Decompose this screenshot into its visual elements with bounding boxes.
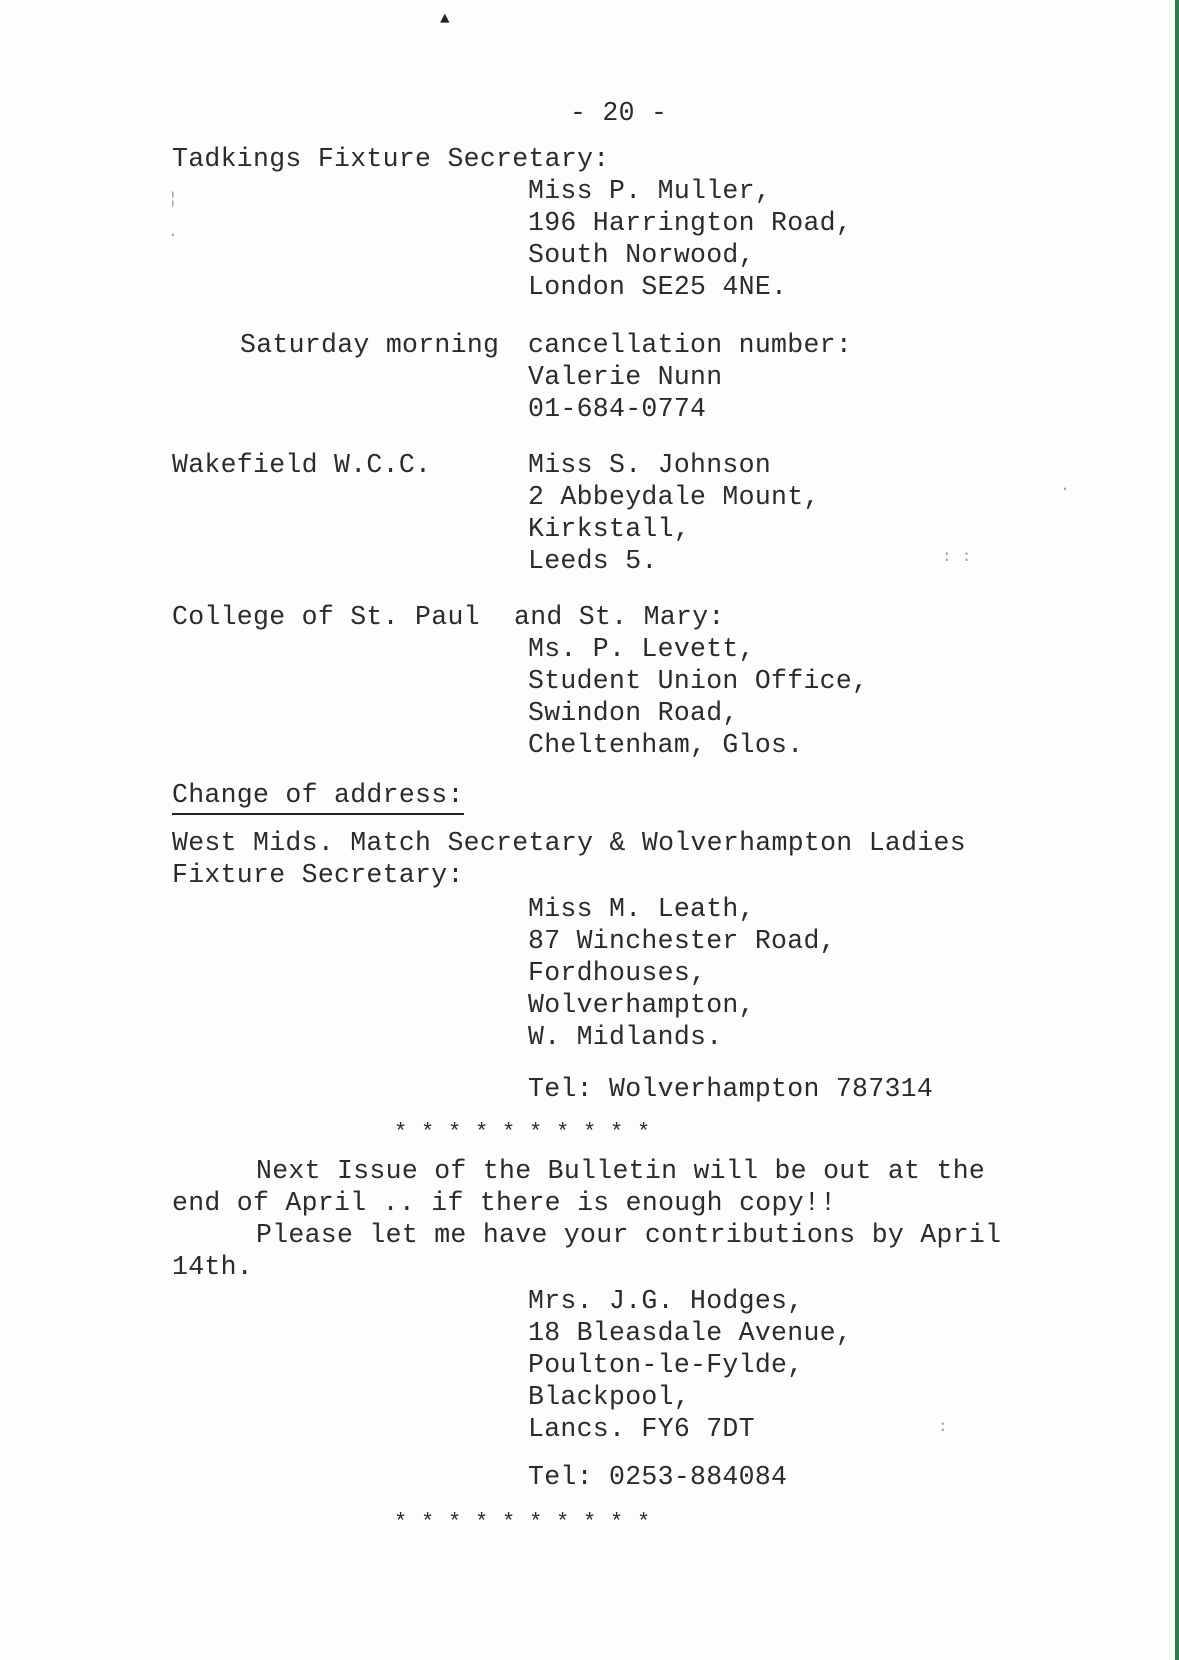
wakefield-address-line: Kirkstall, xyxy=(528,514,691,544)
notice-line: Please let me have your contributions by April xyxy=(256,1220,1002,1250)
tadkings-address-line: 196 Harrington Road, xyxy=(528,208,853,238)
tadkings-heading: Tadkings Fixture Secretary: xyxy=(172,144,610,174)
scan-speck: · xyxy=(1060,480,1070,498)
college-address-line: Ms. P. Levett, xyxy=(528,634,755,664)
college-address-line: Student Union Office, xyxy=(528,666,869,696)
separator-stars: * * * * * * * * * * xyxy=(394,1510,651,1535)
wakefield-address-line: Miss S. Johnson xyxy=(528,450,772,480)
college-address-line: Cheltenham, Glos. xyxy=(528,730,804,760)
college-heading-left: College of St. Paul xyxy=(172,602,480,632)
change-address-line: Fordhouses, xyxy=(528,958,707,988)
page-number: - 20 - xyxy=(570,98,668,128)
wakefield-address-line: Leeds 5. xyxy=(528,546,658,576)
wakefield-address-line: 2 Abbeydale Mount, xyxy=(528,482,820,512)
change-role-line: Fixture Secretary: xyxy=(172,860,464,890)
notice-line: Next Issue of the Bulletin will be out at the xyxy=(256,1156,986,1186)
change-address-line: Miss M. Leath, xyxy=(528,894,755,924)
editor-telephone: Tel: 0253-884084 xyxy=(528,1462,788,1492)
college-heading-right: and St. Mary: xyxy=(514,602,725,632)
scan-speck: · xyxy=(168,226,178,244)
scan-speck: : : xyxy=(942,548,972,566)
editor-address-line: Mrs. J.G. Hodges, xyxy=(528,1286,804,1316)
change-address-line: W. Midlands. xyxy=(528,1022,723,1052)
editor-address-line: Lancs. FY6 7DT xyxy=(528,1414,755,1444)
editor-address-line: Poulton-le-Fylde, xyxy=(528,1350,804,1380)
saturday-label: Saturday morning xyxy=(240,330,500,360)
tadkings-address-line: London SE25 4NE. xyxy=(528,272,788,302)
page-edge-shadow xyxy=(1175,0,1179,1660)
wakefield-label: Wakefield W.C.C. xyxy=(172,450,432,480)
scan-speck: : xyxy=(938,1418,948,1436)
scan-speck: ¦ xyxy=(168,190,178,208)
editor-address-line: 18 Bleasdale Avenue, xyxy=(528,1318,853,1348)
saturday-contact-name: Valerie Nunn xyxy=(528,362,723,392)
saturday-heading: cancellation number: xyxy=(528,330,853,360)
change-address-line: 87 Winchester Road, xyxy=(528,926,836,956)
change-role-line: West Mids. Match Secretary & Wolverhampton Ladies xyxy=(172,828,966,858)
college-address-line: Swindon Road, xyxy=(528,698,739,728)
editor-address-line: Blackpool, xyxy=(528,1382,691,1412)
notice-line: 14th. xyxy=(172,1252,254,1282)
scan-mark: ▲ xyxy=(440,10,450,28)
saturday-phone: 01-684-0774 xyxy=(528,394,707,424)
tadkings-address-line: Miss P. Muller, xyxy=(528,176,772,206)
notice-line: end of April .. if there is enough copy!! xyxy=(172,1188,837,1218)
separator-stars: * * * * * * * * * * xyxy=(394,1120,651,1145)
change-of-address-heading: Change of address: xyxy=(172,782,464,815)
tadkings-address-line: South Norwood, xyxy=(528,240,755,270)
change-address-line: Wolverhampton, xyxy=(528,990,755,1020)
change-telephone: Tel: Wolverhampton 787314 xyxy=(528,1074,934,1104)
